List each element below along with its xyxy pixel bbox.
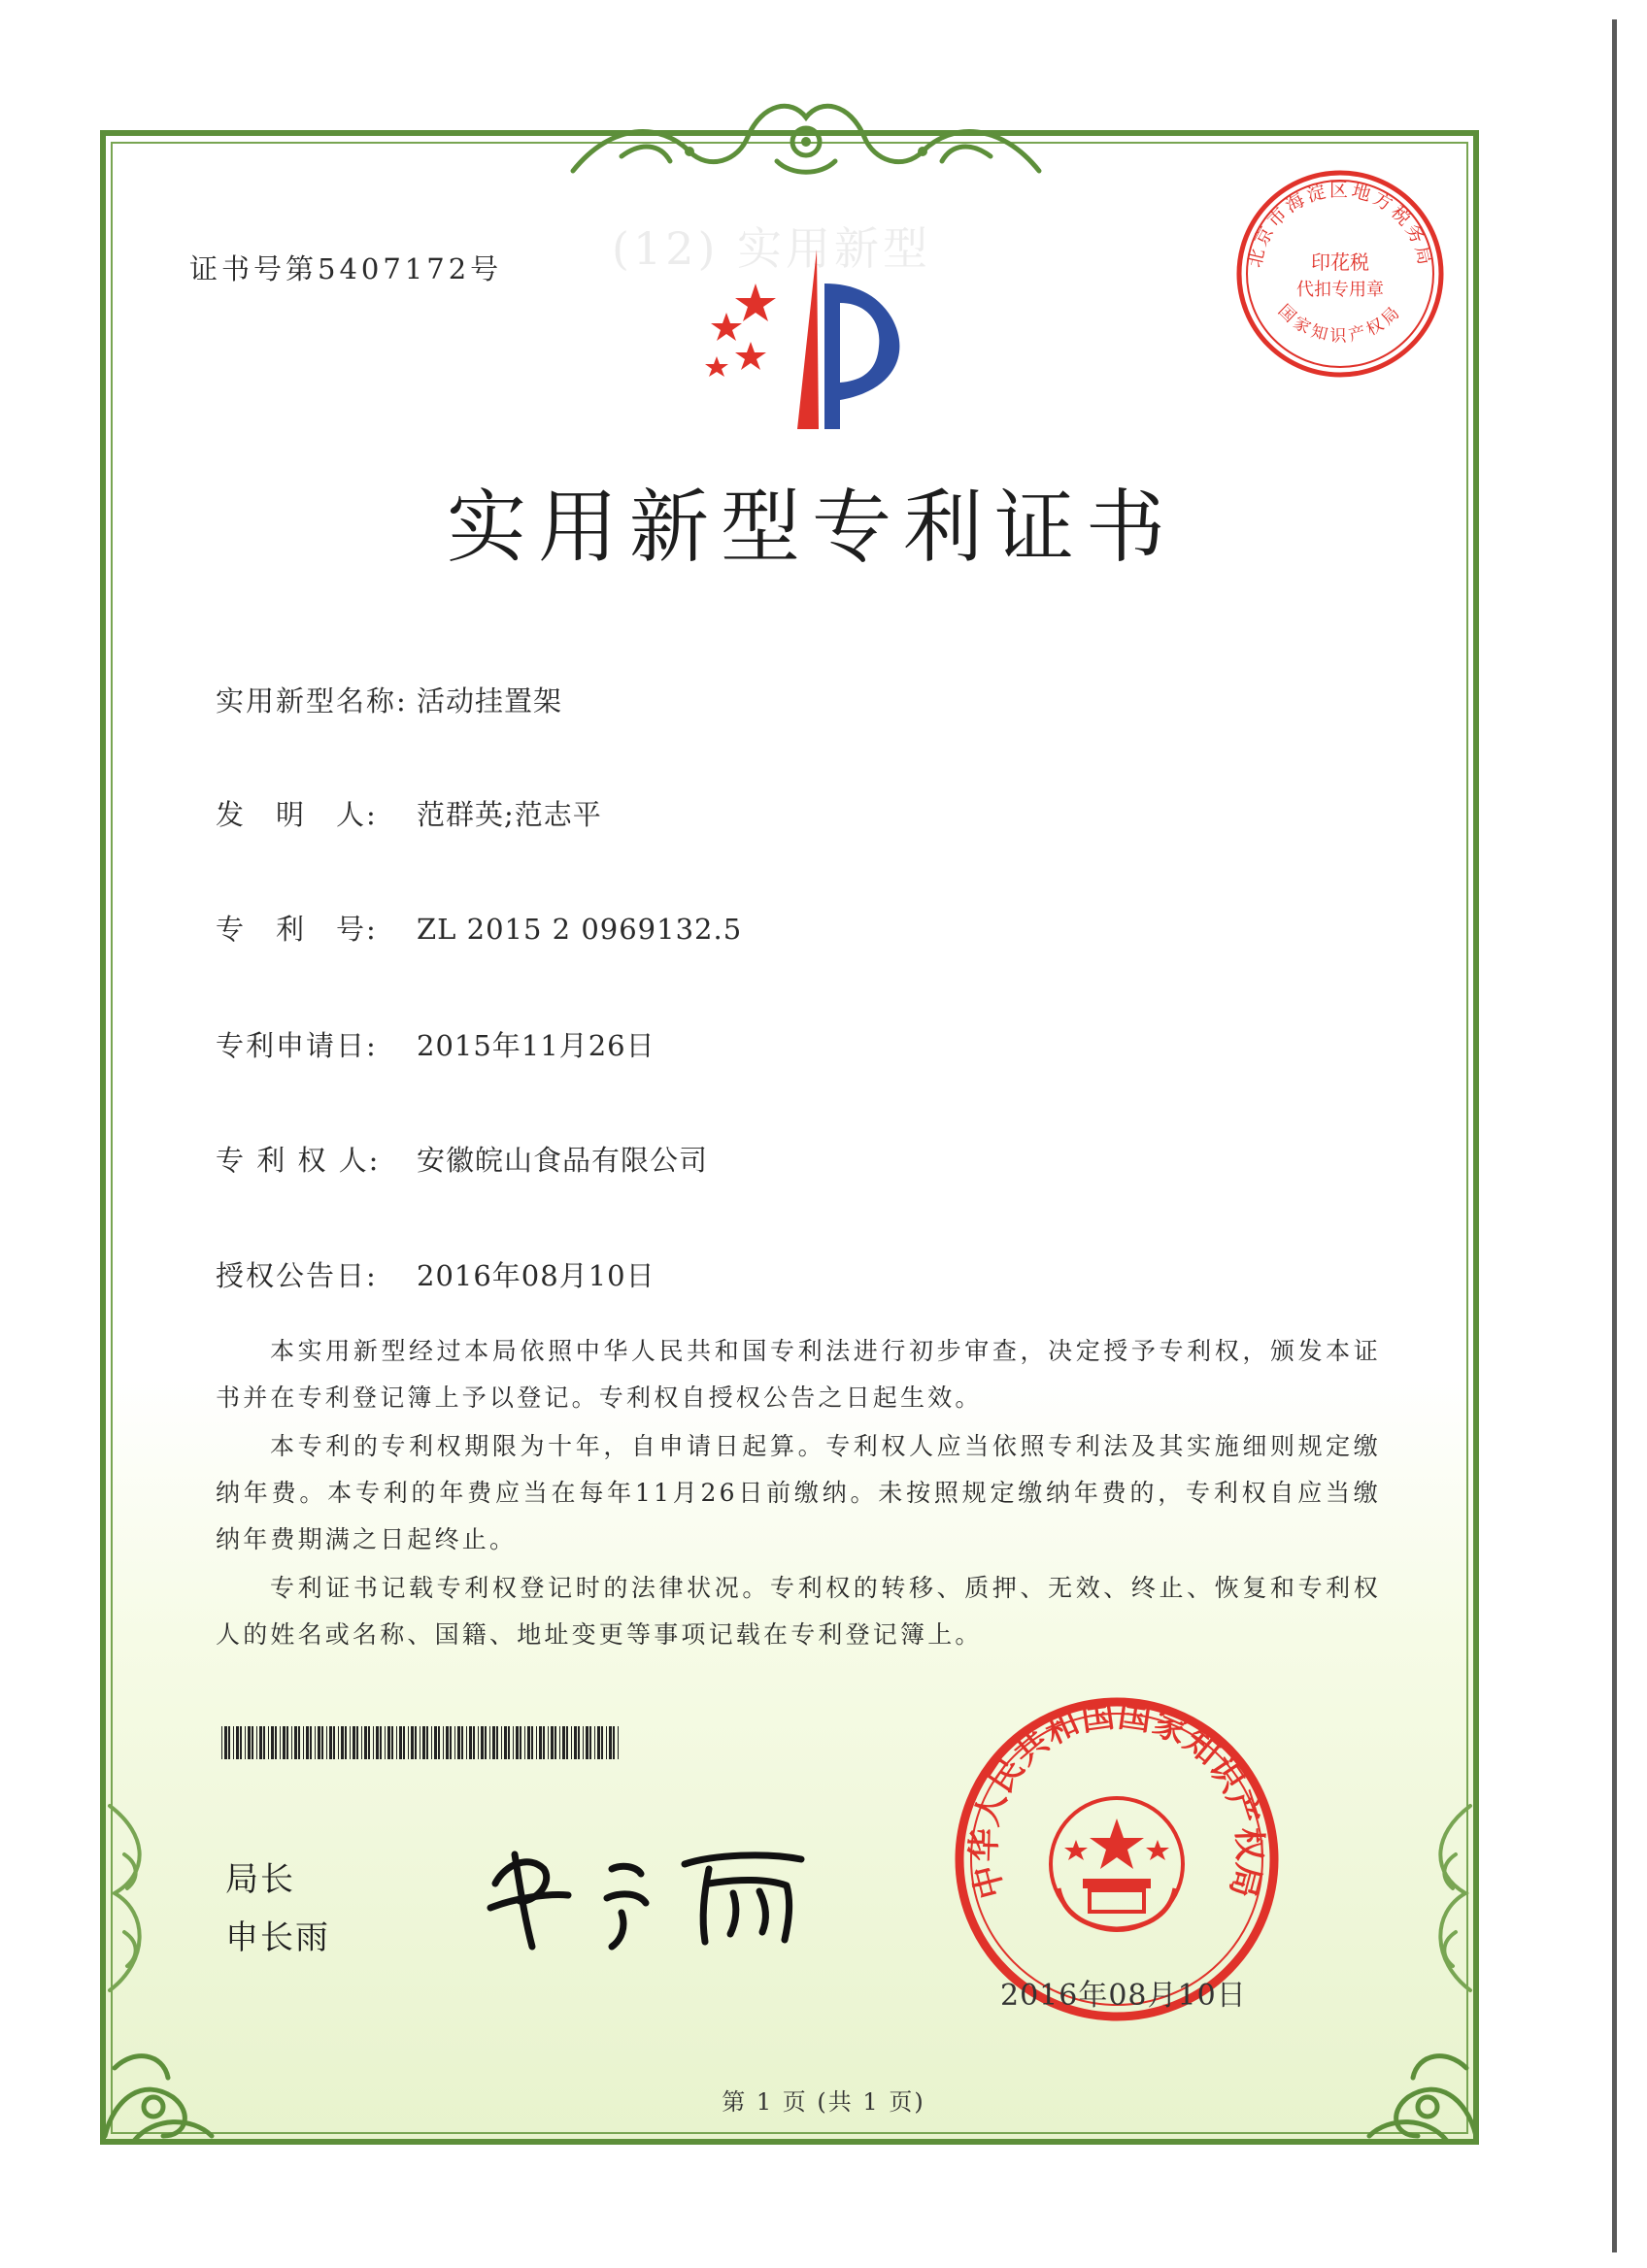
- tax-bureau-seal: [1233, 167, 1447, 381]
- top-ornament-icon: [554, 83, 1059, 190]
- body-paragraph: 专利证书记载专利权登记时的法律状况。专利权的转移、质押、无效、终止、恢复和专利权人的姓名或名称、国籍、地址变更等事项记载在专利登记簿上。: [216, 1574, 1381, 1649]
- body-paragraph: 本实用新型经过本局依照中华人民共和国专利法进行初步审查，决定授予专利权，颁发本证书并在专利登记簿上予以登记。专利权自授权公告之日起生效。: [216, 1337, 1381, 1412]
- svg-text:国家知识产权局: [1274, 301, 1406, 346]
- side-ornament-icon: [1412, 1796, 1480, 2000]
- seal-top-center-line2: 代扣专用章: [1296, 280, 1384, 300]
- field-label: 专利申请日:: [216, 1029, 378, 1062]
- seal-date: 2016年08月10日: [1000, 1979, 1247, 2013]
- field-value: 范群英;范志平: [417, 798, 602, 831]
- field-utility-model-name: [216, 680, 562, 719]
- field-inventors: [216, 793, 602, 833]
- field-label: 发 明 人:: [216, 798, 378, 831]
- field-value: 活动挂置架: [417, 684, 563, 717]
- field-label: 授权公告日:: [216, 1259, 378, 1292]
- page-edge: [1612, 19, 1617, 2252]
- field-value: 2016年08月10日: [417, 1259, 655, 1292]
- page-title: 实用新型专利证书: [447, 482, 1178, 574]
- sipo-logo-icon: [673, 245, 925, 439]
- field-label: 专 利 号:: [216, 913, 378, 946]
- field-patent-number: [216, 908, 742, 948]
- certificate-number: 证书号第5407172号: [189, 252, 503, 285]
- body-paragraph: 本专利的专利权期限为十年，自申请日起算。专利权人应当依照专利法及其实施细则规定缴纳年费。本专利的年费应当在每年11月26日前缴纳。未按照规定缴纳年费的，专利权自应当缴纳年费期满之日起终止。: [216, 1432, 1381, 1553]
- field-label: 专 利 权 人:: [216, 1144, 381, 1177]
- director-name: 申长雨: [225, 1918, 330, 1957]
- corner-ornament-icon: [95, 2010, 221, 2146]
- barcode: [221, 1726, 620, 1759]
- director-signature: [476, 1825, 825, 1961]
- national-emblem-icon: [1051, 1798, 1183, 1930]
- side-ornament-icon: [100, 1796, 168, 2000]
- field-value: 2015年11月26日: [417, 1029, 655, 1062]
- seal-top-center-line1: 印花税: [1311, 250, 1369, 274]
- field-value: ZL 2015 2 0969132.5: [417, 913, 743, 946]
- field-label: 实用新型名称:: [216, 684, 408, 717]
- watermark-text: (12) 实用新型: [612, 222, 932, 275]
- field-grant-date: [216, 1254, 655, 1294]
- field-application-date: [216, 1024, 655, 1064]
- page-number: 第 1 页 (共 1 页): [722, 2088, 925, 2116]
- seal-top-ring-text: 北京市海淀区地方税务局: [1244, 180, 1436, 270]
- field-patentee: [216, 1139, 708, 1179]
- seal-top-bottom-text: 国家知识产权局: [1273, 301, 1407, 347]
- corner-ornament-icon: [1360, 2010, 1486, 2146]
- director-title: 局长: [225, 1860, 295, 1899]
- field-value: 安徽皖山食品有限公司: [417, 1144, 709, 1177]
- seal-ring-text: 中华人民共和国国家知识产权局: [964, 1695, 1269, 1903]
